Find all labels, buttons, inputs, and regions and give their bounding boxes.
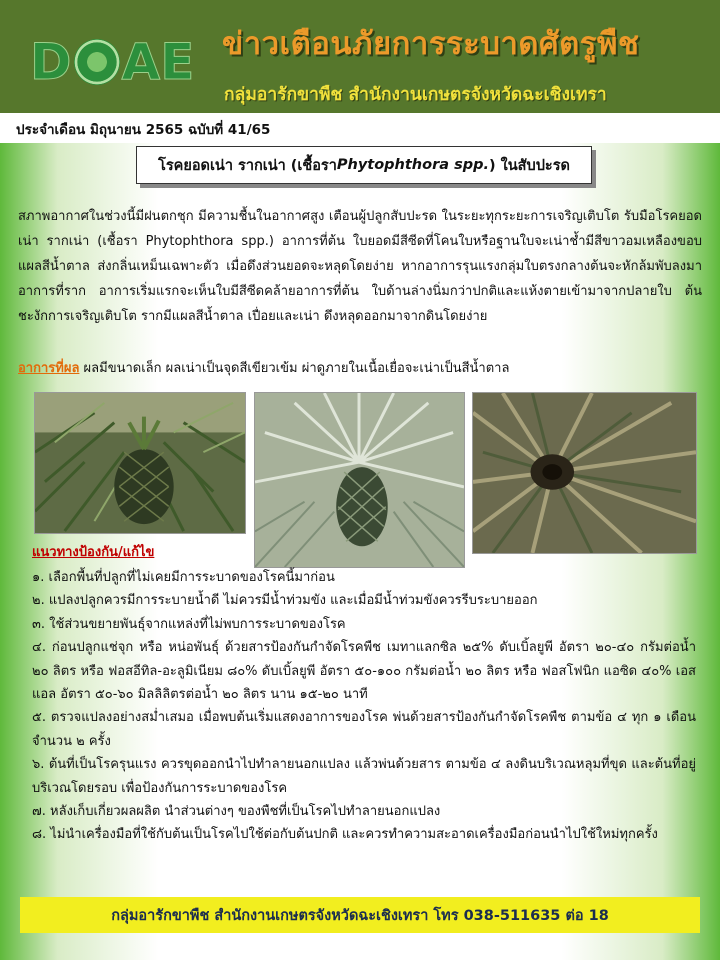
page-subtitle: กลุ่มอารักขาพืช สำนักงานเกษตรจังหวัดฉะเชิงเทรา [224, 85, 607, 105]
issue-date: ประจำเดือน มิถุนายน 2565 ฉบับที่ 41/65 [16, 122, 271, 138]
page-title: ข่าวเตือนภัยการระบาดศัตรูพืช [222, 26, 640, 62]
photo-pineapple-field [34, 392, 246, 534]
photo-pineapple-fruit [254, 392, 465, 568]
disease-title-suffix: ) ในสับปะรด [488, 157, 570, 174]
prevention-item: ๕. ตรวจแปลงอย่างสม่ำเสมอ เมื่อพบต้นเริ่มแสดงอาการของโรค พ่นด้วยสารป้องกันกำจัดโรคพืช ตามข้อ ๔ ทุก ๑ เดือน จำนวน ๒ ครั้ง [32, 710, 696, 749]
footer-contact: กลุ่มอารักขาพืช สำนักงานเกษตรจังหวัดฉะเชิงเทรา โทร 038-511635 ต่อ 18 [20, 897, 700, 933]
prevention-item: ๒. แปลงปลูกควรมีการระบายน้ำดี ไม่ควรมีน้ำท่วมขัง และเมื่อมีน้ำท่วมขังควรรีบระบายออก [32, 593, 538, 609]
photo-rotten-crown [472, 392, 697, 554]
prevention-item: ๗. หลังเก็บเกี่ยวผลผลิต นำส่วนต่างๆ ของพืชที่เป็นโรคไปทำลายนอกแปลง [32, 804, 441, 820]
logo-letter-d: D [30, 33, 72, 91]
prevention-item: ๖. ต้นที่เป็นโรครุนแรง ควรขุดออกนำไปทำลายนอกแปลง แล้วพ่นด้วยสาร ตามข้อ ๔ ลงดินบริเวณหลุมที่ขุด และต้นที่อยู่บริเวณโดยรอบ เพื่อป้องกันการระบาดของโรค [32, 757, 696, 796]
disease-title-box [136, 146, 592, 184]
fruit-symptom-line [18, 356, 702, 381]
fruit-symptom-label: อาการที่ผล [18, 361, 80, 376]
prevention-item: ๔. ก่อนปลูกแช่จุก หรือ หน่อพันธุ์ ด้วยสารป้องกันกำจัดโรคพืช เมทาแลกซิล ๒๕% ดับเบิ้ลยูพี อัตรา ๒๐-๔๐ กรัมต่อน้ำ ๒๐ ลิตร หรือ ฟอสอีทิล-อะลูมิเนียม ๘๐% ดับเบิ้ลยูพี อัตรา ๕๐-๑๐๐ กรัมต่อน้ำ ๒๐ ลิตร หรือ ฟอสโฟนิก แอซิด ๔๐% เอสแอล อัตรา ๕๐-๖๐ มิลลิลิตรต่อน้ำ ๒๐ ลิตร นาน ๑๕-๒๐ นาที [32, 640, 696, 703]
fruit-symptom-text: ผลมีขนาดเล็ก ผลเน่าเป็นจุดสีเขียวเข้ม ผ่าดูภายในเนื้อเยื่อจะเน่าเป็นสีน้ำตาล [79, 361, 510, 376]
prevention-list [32, 566, 696, 847]
prevention-item: ๘. ไม่นำเครื่องมือที่ใช้กับต้นเป็นโรคไปใช้ต่อกับต้นปกติ และควรทำความสะอาดเครื่องมือก่อนนำไปใช้ใหม่ทุกครั้ง [32, 827, 658, 843]
prevention-item: ๓. ใช้ส่วนขยายพันธุ์จากแหล่งที่ไม่พบการระบาดของโรค [32, 616, 346, 632]
logo-letters-ae: AE [121, 33, 195, 91]
prevention-item: ๑. เลือกพื้นที่ปลูกที่ไม่เคยมีการระบาดของโรคนี้มาก่อน [32, 570, 335, 585]
disease-title-prefix: โรคยอดเน่า รากเน่า (เชื้อรา [158, 157, 337, 174]
symptom-description: สภาพอากาศในช่วงนี้มีฝนตกชุก มีความชื้นในอากาศสูง เตือนผู้ปลูกสับปะรด ในระยะทุกระยะการเจริญเติบโต รับมือโรคยอดเน่า รากเน่า (เชื้อรา Phytophthora spp.) อาการที่ต้น ใบยอดมีสีซีดที่โคนใบหรือฐานใบจะเน่าช้ำมีสีขาวอมเหลืองขอบแผลสีน้ำตาล ส่งกลิ่นเหม็นเฉพาะตัว เมื่อดึงส่วนยอดจะหลุดโดยง่าย หากอาการรุนแรงกลุ่มใบตรงกลางต้นจะหักล้มพับลงมา อาการที่ราก อาการเริ่มแรกจะเห็นใบมีสีซีดคล้ายอาการที่ต้น ใบด้านล่างนิ่มกว่าปกติและแห้งตายเข้ามาจากปลายใบ ต้นชะงักการเจริญเติบโต รากมีแผลสีน้ำตาล เปื่อยและเน่า ดึงหลุดออกมาจากดินโดยง่าย [18, 209, 702, 324]
logo-seal-icon [74, 39, 120, 85]
doae-logo [30, 34, 208, 90]
pathogen-name: Phytophthora spp. [336, 157, 489, 173]
prevention-heading: แนวทางป้องกัน/แก้ไข [32, 545, 155, 560]
